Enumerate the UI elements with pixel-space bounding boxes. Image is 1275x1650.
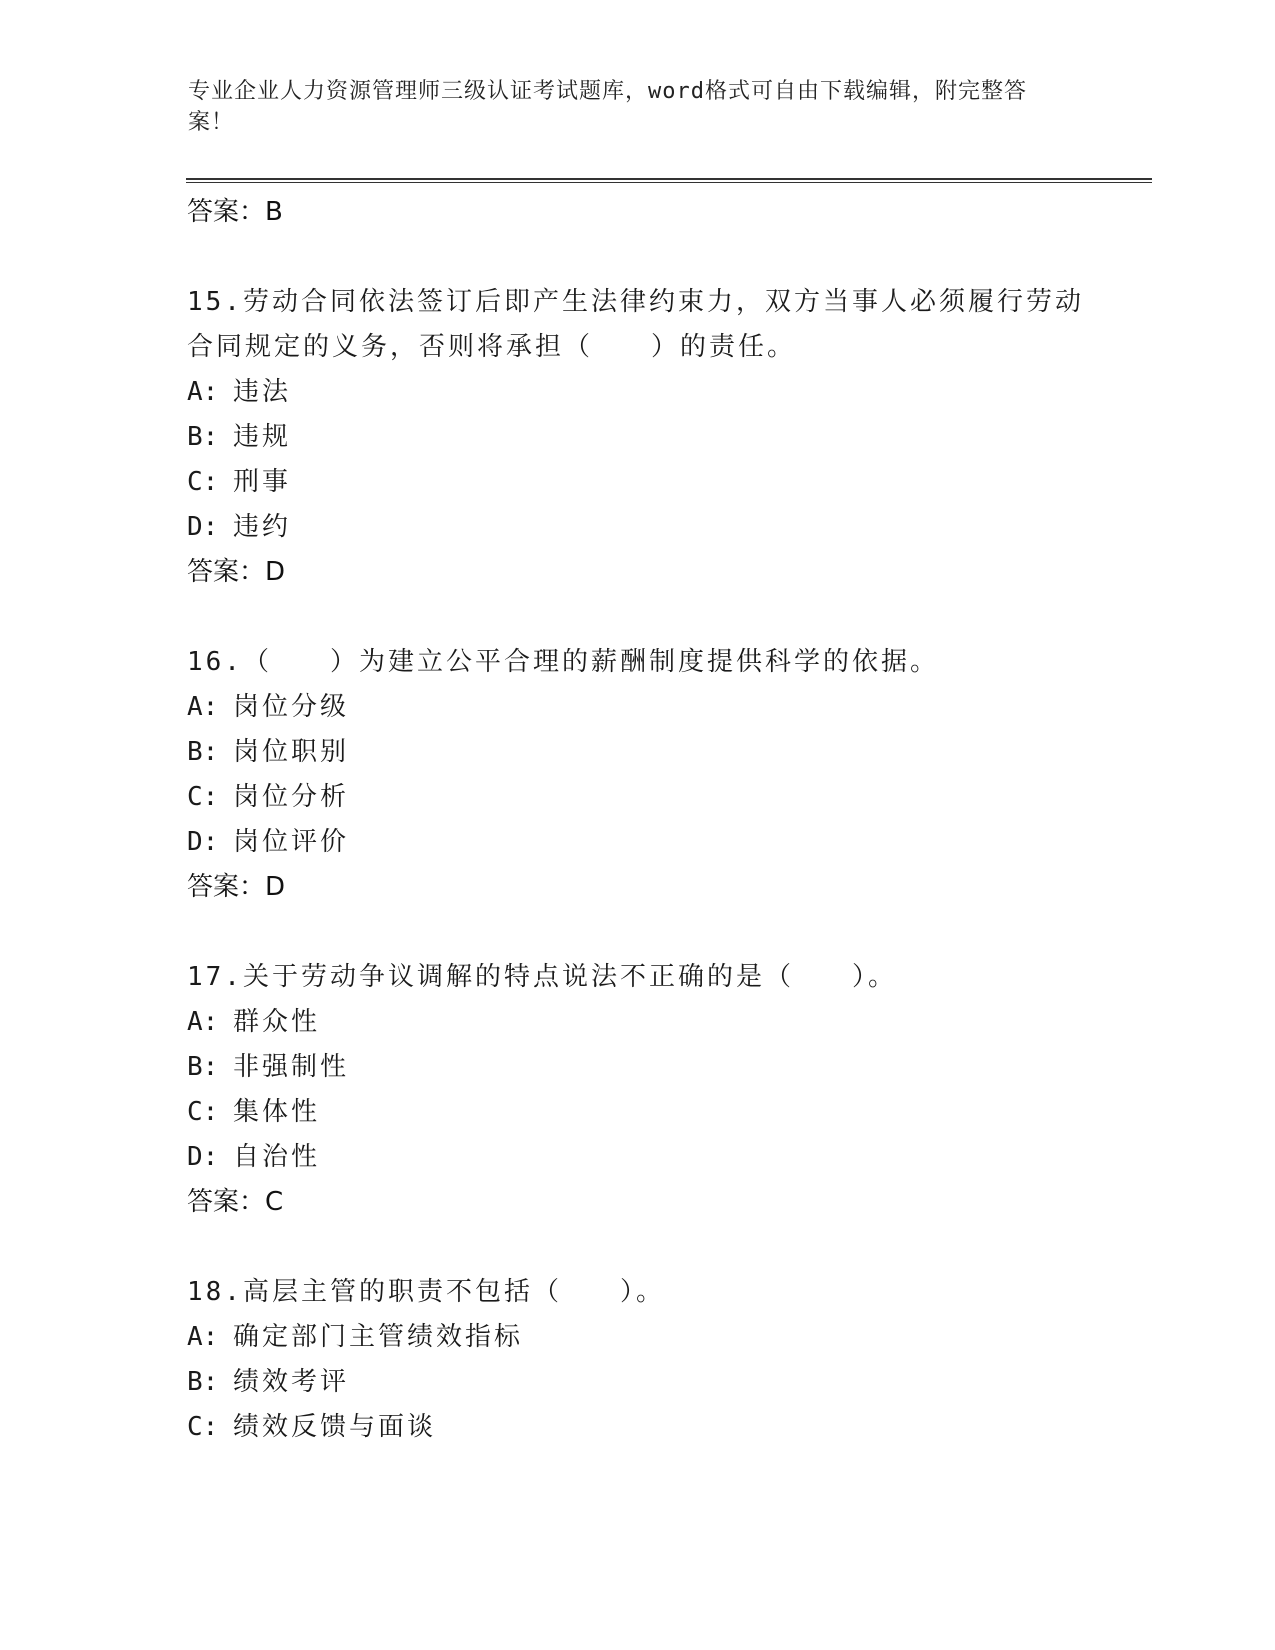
option-letter: B: <box>187 737 219 767</box>
question-stem: 18.高层主管的职责不包括（ ）。 <box>187 1277 665 1307</box>
option-b <box>187 1360 1087 1405</box>
option-text: 违法 <box>233 377 292 407</box>
question-16 <box>187 640 1087 909</box>
question-18 <box>187 1270 1087 1450</box>
answer-line: 答案：B <box>187 197 283 227</box>
option-a <box>187 370 1087 415</box>
question-stem: 17.关于劳动争议调解的特点说法不正确的是（ ）。 <box>187 962 897 992</box>
option-letter: A: <box>187 692 219 722</box>
option-c <box>187 775 1087 820</box>
answer-line: 答案：C <box>187 1187 284 1217</box>
question-17 <box>187 955 1087 1224</box>
option-text: 岗位分级 <box>233 692 350 722</box>
question-15 <box>187 280 1087 594</box>
option-text: 违规 <box>233 422 292 452</box>
option-letter: D: <box>187 827 219 857</box>
option-text: 违约 <box>233 512 292 542</box>
option-text: 自治性 <box>233 1142 321 1172</box>
page-header-text: 专业企业人力资源管理师三级认证考试题库，word格式可自由下载编辑，附完整答案！ <box>188 79 1027 135</box>
question-stem: 15.劳动合同依法签订后即产生法律约束力，双方当事人必须履行劳动合同规定的义务，否则将承担（ ）的责任。 <box>187 287 1084 362</box>
option-text: 绩效反馈与面谈 <box>233 1412 437 1442</box>
answer-line: 答案：D <box>187 557 286 587</box>
option-a <box>187 685 1087 730</box>
option-letter: A: <box>187 1007 219 1037</box>
question-stem: 16.（ ）为建立公平合理的薪酬制度提供科学的依据。 <box>187 647 939 677</box>
option-text: 确定部门主管绩效指标 <box>233 1322 524 1352</box>
option-a <box>187 1315 1087 1360</box>
option-c <box>187 1405 1087 1450</box>
header-divider <box>186 178 1152 183</box>
option-text: 岗位分析 <box>233 782 350 812</box>
option-text: 绩效考评 <box>233 1367 350 1397</box>
option-letter: A: <box>187 377 219 407</box>
option-d <box>187 1135 1087 1180</box>
option-letter: D: <box>187 1142 219 1172</box>
option-letter: B: <box>187 422 219 452</box>
option-d <box>187 820 1087 865</box>
option-letter: C: <box>187 1412 219 1442</box>
option-text: 刑事 <box>233 467 292 497</box>
option-b <box>187 415 1087 460</box>
option-b <box>187 730 1087 775</box>
option-text: 岗位评价 <box>233 827 350 857</box>
option-b <box>187 1045 1087 1090</box>
option-letter: B: <box>187 1367 219 1397</box>
option-a <box>187 1000 1087 1045</box>
option-letter: C: <box>187 467 219 497</box>
option-c <box>187 1090 1087 1135</box>
document-content <box>187 190 1087 1450</box>
option-letter: A: <box>187 1322 219 1352</box>
option-text: 非强制性 <box>233 1052 350 1082</box>
option-letter: D: <box>187 512 219 542</box>
answer-line: 答案：D <box>187 872 286 902</box>
option-d <box>187 505 1087 550</box>
option-c <box>187 460 1087 505</box>
option-text: 群众性 <box>233 1007 321 1037</box>
option-text: 集体性 <box>233 1097 321 1127</box>
option-text: 岗位职别 <box>233 737 350 767</box>
option-letter: B: <box>187 1052 219 1082</box>
option-letter: C: <box>187 782 219 812</box>
option-letter: C: <box>187 1097 219 1127</box>
